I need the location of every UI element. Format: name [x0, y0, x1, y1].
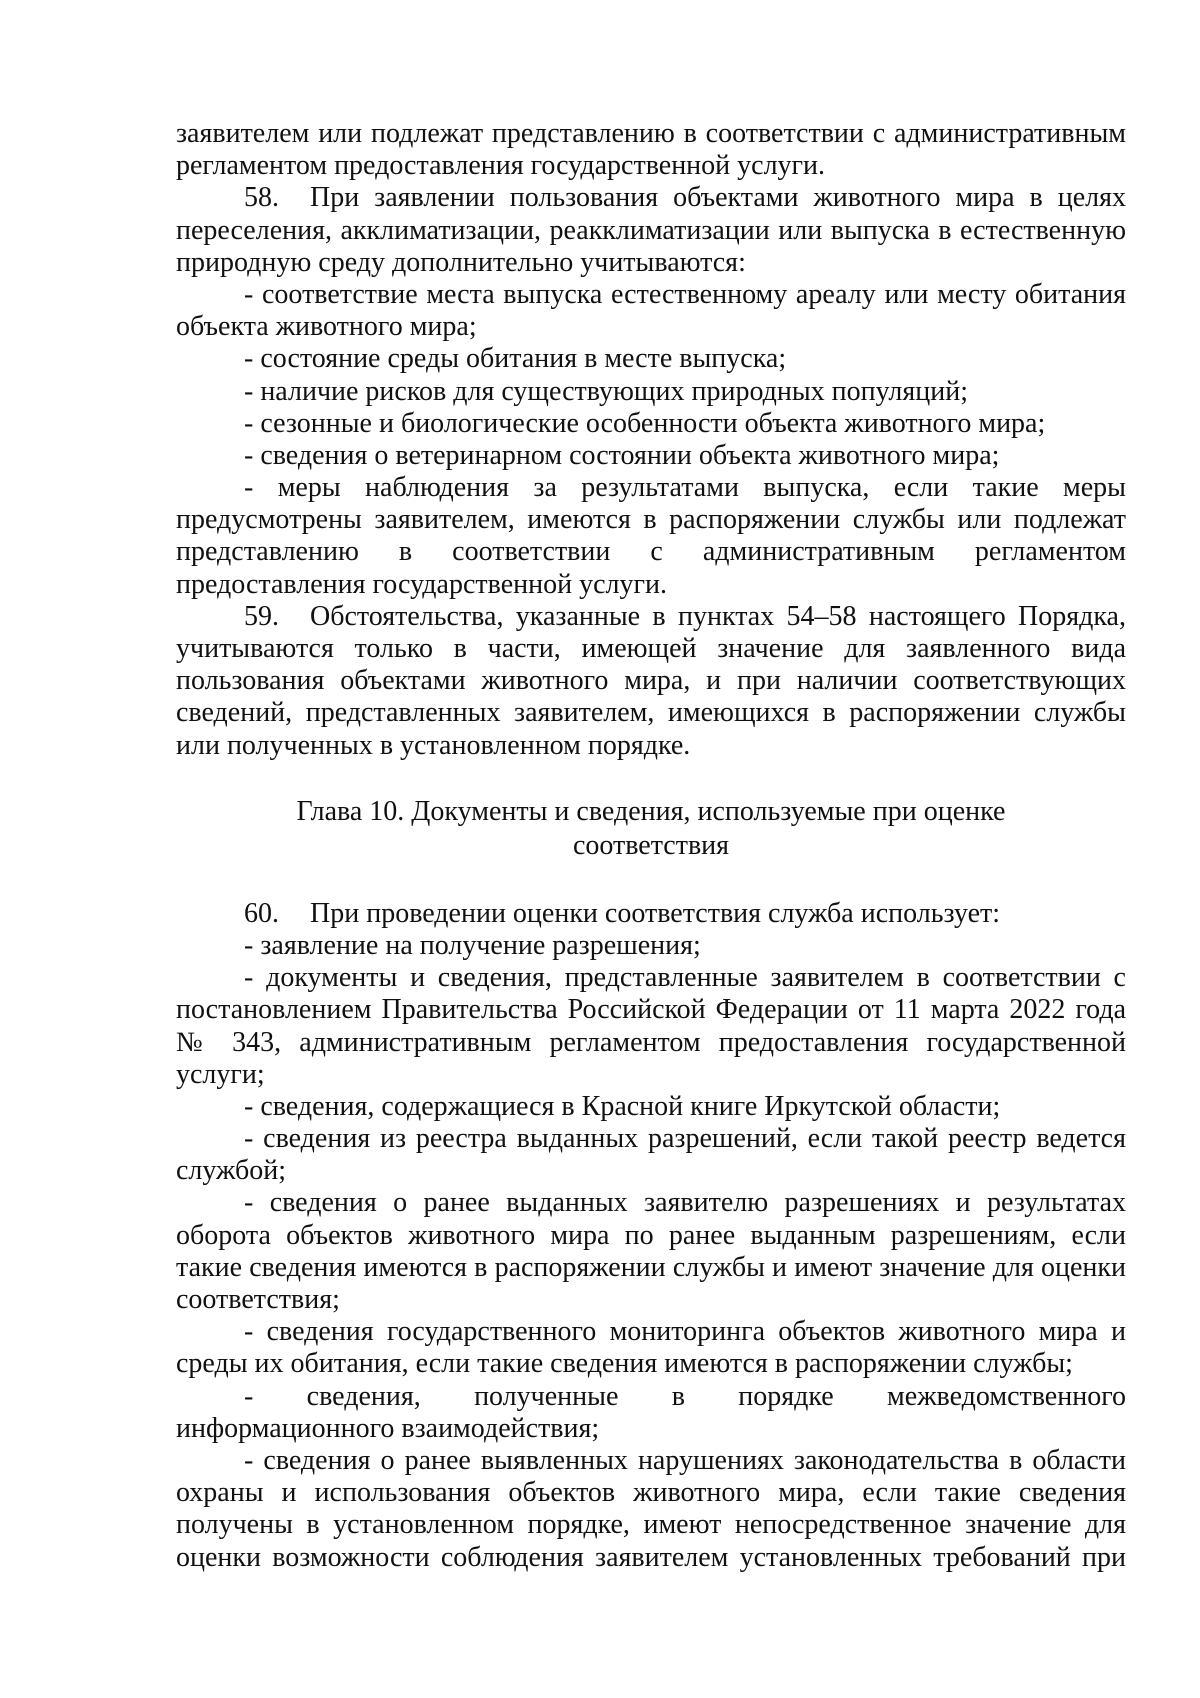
text-line: охраны и использования объектов животного мира, если такие сведения — [176, 1477, 1126, 1509]
text-line: - документы и сведения, представленные заявителем в соответствии с — [244, 962, 1126, 994]
text-line: переселения, акклиматизации, реакклиматизации или выпуска в естественную — [176, 214, 1126, 246]
document-page — [176, 118, 1126, 1574]
text-line: - сезонные и биологические особенности объекта животного мира; — [244, 407, 1046, 439]
text-line: представлению в соответствии с административным регламентом — [176, 536, 1126, 568]
text-line: службой; — [176, 1155, 287, 1187]
text-line: пользования объектами животного мира, и при наличии соответствующих — [176, 665, 1126, 697]
text-line: - заявление на получение разрешения; — [244, 929, 701, 961]
line-text: При проведении оценки соответствия служба использует: — [310, 897, 1001, 929]
text-line: - состояние среды обитания в месте выпуска; — [244, 343, 787, 375]
text-line: получены в установленном порядке, имеют непосредственное значение для — [176, 1509, 1126, 1541]
text-line: предоставления государственной услуги. — [176, 568, 667, 600]
text-line: услуги; — [176, 1058, 265, 1090]
chapter-heading — [176, 796, 1126, 864]
text-line — [176, 182, 1126, 214]
text-line: или полученных в установленном порядке. — [176, 729, 691, 761]
chapter-heading-line-1: Глава 10. Документы и сведения, используемые при оценке — [296, 795, 1006, 827]
text-line: - сведения, содержащиеся в Красной книге Иркутской области; — [244, 1090, 1001, 1122]
text-line: такие сведения имеются в распоряжении службы и имеют значение для оценки — [176, 1251, 1126, 1283]
text-line: - сведения из реестра выданных разрешений, если такой реестр ведется — [244, 1123, 1126, 1155]
text-line: соответствия; — [176, 1284, 340, 1315]
text-line — [176, 601, 1126, 633]
text-line: постановлением Правительства Российской Федерации от 11 марта 2022 года — [176, 994, 1126, 1026]
text-line: заявителем или подлежат представлению в соответствии с административным — [176, 118, 1126, 149]
text-line: - меры наблюдения за результатами выпуска, если такие меры — [244, 472, 1126, 504]
text-line: - соответствие места выпуска естественному ареалу или месту обитания — [244, 278, 1126, 310]
text-line: - сведения о ветеринарном состоянии объекта животного мира; — [244, 439, 1000, 471]
text-line: - сведения государственного мониторинга объектов животного мира и — [244, 1316, 1126, 1348]
text-line: сведений, представленных заявителем, имеющихся в распоряжении службы — [176, 697, 1126, 729]
text-line: - наличие рисков для существующих природных популяций; — [244, 375, 969, 407]
text-line: - сведения, полученные в порядке межведомственного — [244, 1380, 1126, 1412]
text-block-top — [176, 118, 1126, 762]
paragraph-number: 60. — [244, 897, 279, 929]
text-line: учитываются только в части, имеющей значение для заявленного вида — [176, 633, 1126, 664]
text-line: предусмотрены заявителем, имеются в распоряжении службы или подлежат — [176, 504, 1126, 536]
text-line: природную среду дополнительно учитываются: — [176, 246, 746, 278]
text-line: - сведения о ранее выданных заявителю разрешениях и результатах — [244, 1187, 1126, 1219]
text-line: оборота объектов животного мира по ранее выданным разрешениям, если — [176, 1219, 1126, 1251]
text-line: среды их обитания, если такие сведения имеются в распоряжении службы; — [176, 1348, 1073, 1380]
paragraph-number: 58. — [244, 182, 279, 214]
text-line: регламентом предоставления государственной услуги. — [176, 150, 826, 182]
chapter-heading-line-2: соответствия — [572, 829, 730, 861]
text-line — [176, 898, 1126, 930]
text-line: объекта животного мира; — [176, 311, 477, 343]
text-line: № 343, административным регламентом предоставления государственной — [176, 1026, 1126, 1058]
line-text: При заявлении пользования объектами животного мира в целях — [310, 182, 1126, 214]
text-line: - сведения о ранее выявленных нарушениях законодательства в области — [244, 1444, 1126, 1476]
line-text: Обстоятельства, указанные в пунктах 54–58 настоящего Порядка, — [310, 600, 1126, 632]
text-line: информационного взаимодействия; — [176, 1412, 600, 1444]
text-block-bottom — [176, 898, 1126, 1574]
paragraph-number: 59. — [244, 600, 279, 632]
text-line: оценки возможности соблюдения заявителем установленных требований при — [176, 1541, 1126, 1573]
